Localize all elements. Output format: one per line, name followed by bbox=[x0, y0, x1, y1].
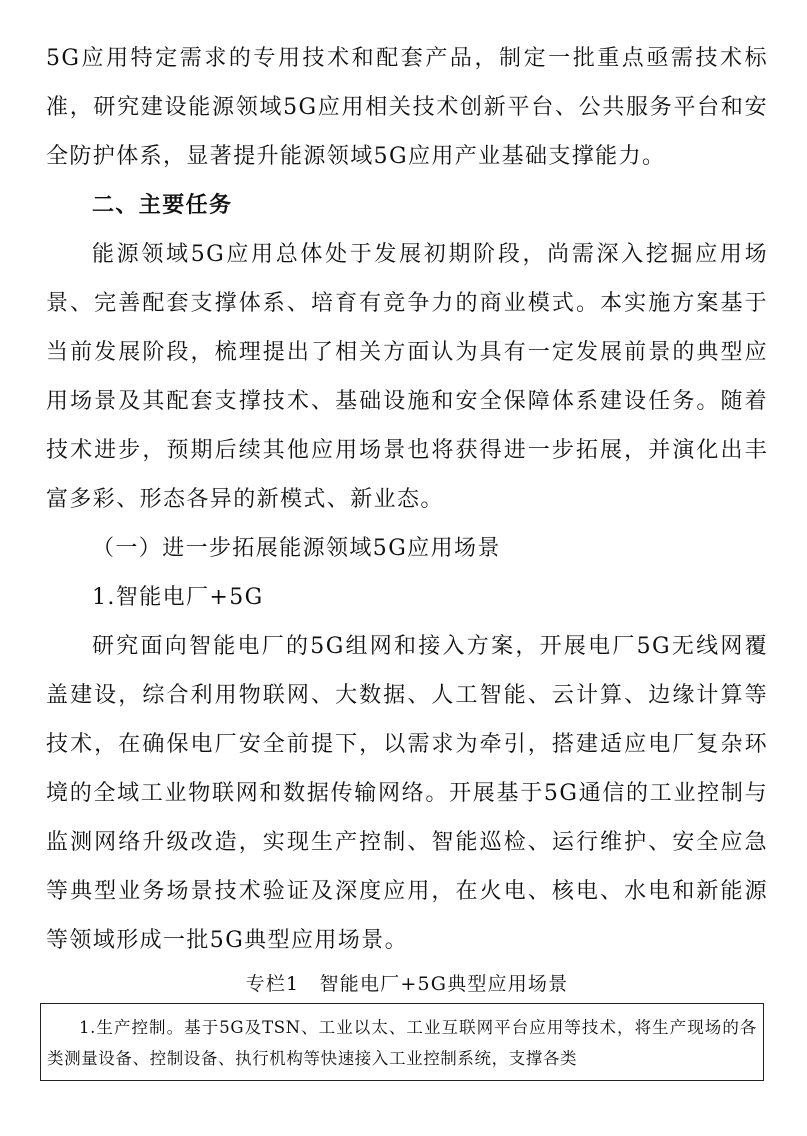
item-paragraph: 研究面向智能电厂的5G组网和接入方案，开展电厂5G无线网覆盖建设，综合利用物联网、大数据、人工智能、云计算、边缘计算等技术，在确保电厂安全前提下，以需求为牵引，搭建适应电厂复杂环境的全域工业物联网和数据传输网络。开展基于5G通信的工业控制与监测网络升级改造，实现生产控制、智能巡检、运行维护、安全应急等典型业务场景技术验证及深度应用，在火电、核电、水电和新能源等领域形成一批5G典型应用场景。 bbox=[46, 634, 768, 953]
column-box bbox=[40, 1003, 764, 1081]
column-title: 专栏1 智能电厂+5G典型应用场景 bbox=[245, 973, 569, 995]
item-heading: 1.智能电厂+5G bbox=[92, 585, 264, 610]
section-paragraph: 能源领域5G应用总体处于发展初期阶段，尚需深入挖掘应用场景、完善配套支撑体系、培育有竞争力的商业模式。本实施方案基于当前发展阶段，梳理提出了相关方面认为具有一定发展前景的典型应用场景及其配套支撑技术、基础设施和安全保障体系建设任务。随着技术进步，预期后续其他应用场景也将获得进一步拓展，并演化出丰富多彩、形态各异的新模式、新业态。 bbox=[46, 242, 768, 512]
document-page bbox=[46, 34, 768, 1081]
intro-paragraph: 5G应用特定需求的专用技术和配套产品，制定一批重点亟需技术标准，研究建设能源领域5G应用相关技术创新平台、公共服务平台和安全防护体系，显著提升能源领域5G应用产业基础支撑能力。 bbox=[46, 46, 768, 169]
column-box-text: 1.生产控制。基于5G及TSN、工业以太、工业互联网平台应用等技术，将生产现场的各类测量设备、控制设备、执行机构等快速接入工业控制系统，支撑各类 bbox=[47, 1018, 757, 1068]
subsection-heading: （一）进一步拓展能源领域5G应用场景 bbox=[92, 536, 501, 561]
section-heading: 二、主要任务 bbox=[92, 193, 233, 218]
